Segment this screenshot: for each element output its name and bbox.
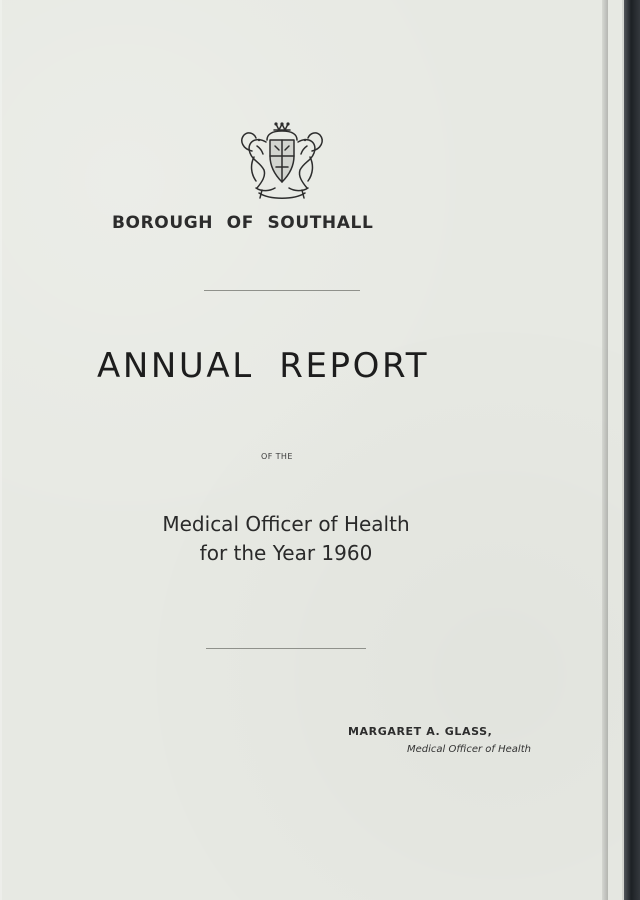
author-role: Medical Officer of Health (407, 744, 531, 755)
author-name: MARGARET A. GLASS, (348, 725, 493, 738)
report-title: ANNUAL REPORT (97, 346, 430, 386)
book-binding-edge (624, 0, 640, 900)
subtitle-line-1: Medical Officer of Health (162, 512, 410, 536)
coat-of-arms-icon (232, 118, 332, 202)
borough-heading: BOROUGH OF SOUTHALL (112, 213, 374, 233)
report-subtitle (140, 510, 432, 568)
subtitle-line-2: for the Year 1960 (199, 541, 373, 565)
bottom-divider (206, 648, 366, 649)
connector-text: OF THE (261, 452, 293, 461)
page-spine-shadow (602, 0, 608, 900)
top-divider (204, 290, 360, 291)
